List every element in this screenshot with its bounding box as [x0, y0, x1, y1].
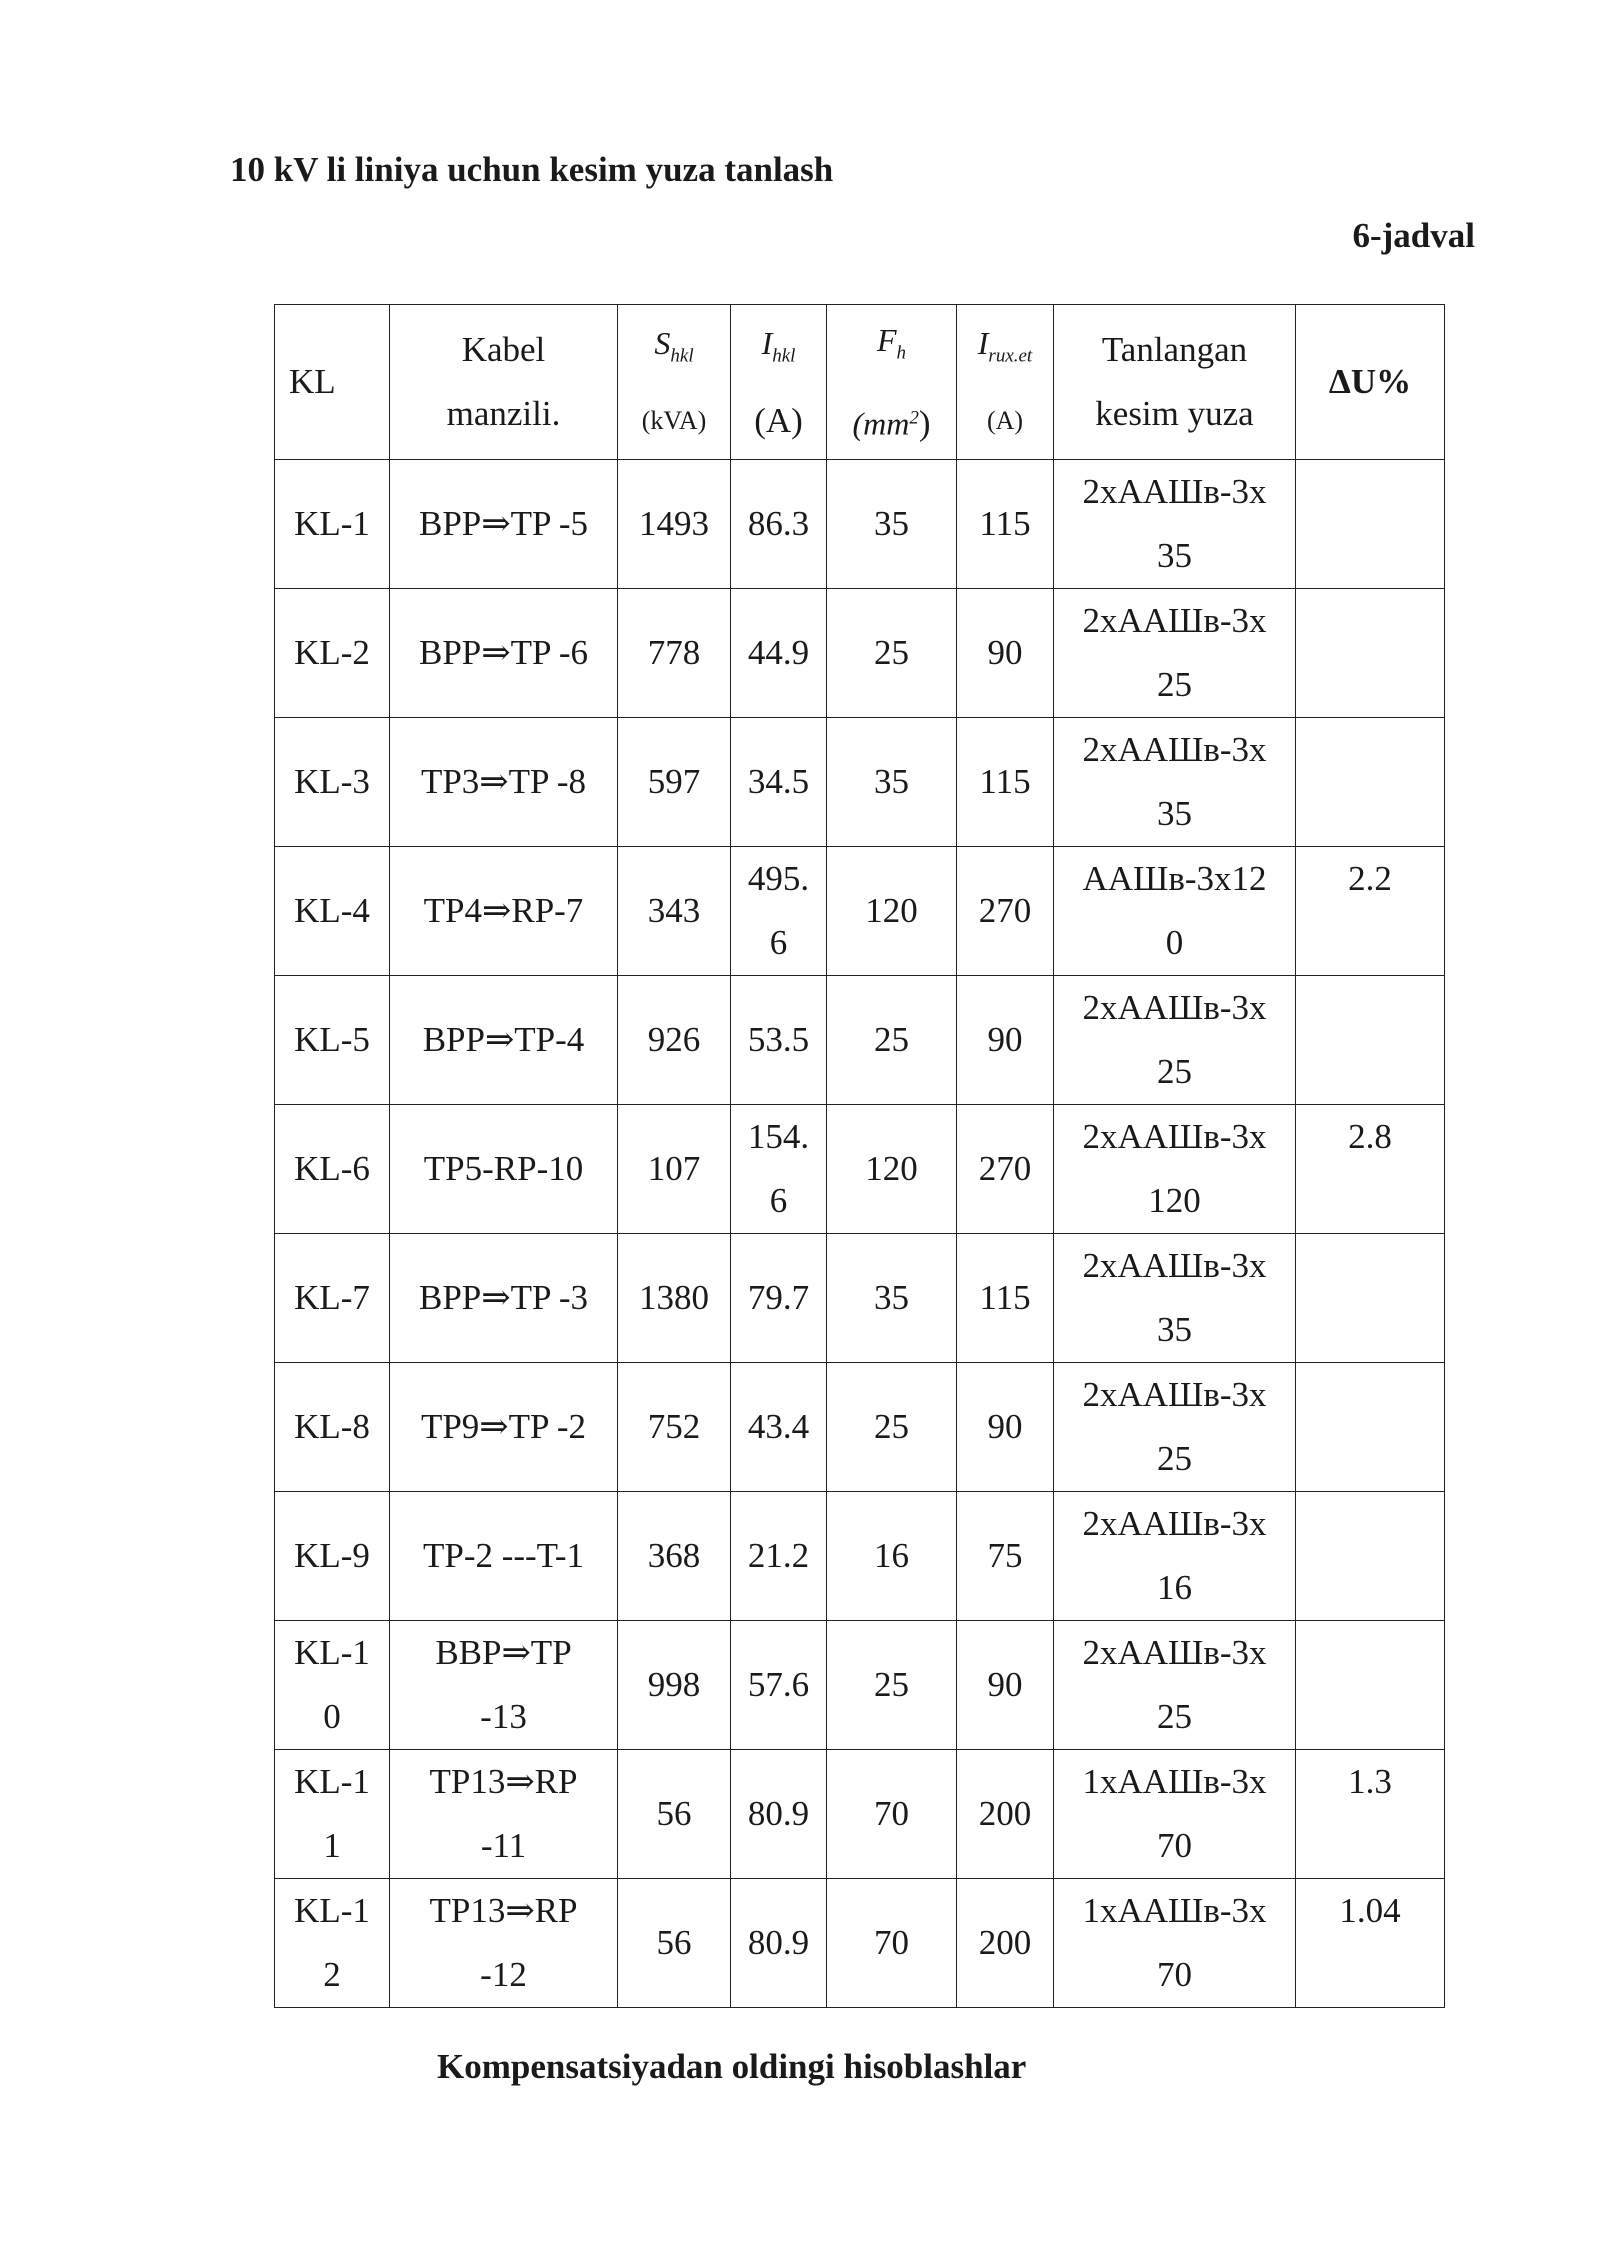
cell-f-h-line1: 16	[874, 1536, 909, 1575]
cell-f-h	[827, 1105, 957, 1234]
cell-delta-u	[1296, 1750, 1445, 1879]
header-f-unit-post: )	[918, 403, 931, 443]
header-delta-u: ΔU%	[1296, 305, 1445, 460]
cell-i-hkl	[731, 589, 827, 718]
cell-delta-u-line1: 2.2	[1348, 859, 1392, 898]
cell-selected-section-line2: 25	[1157, 1697, 1192, 1736]
cell-f-h	[827, 1363, 957, 1492]
cell-i-hkl-line1: 79.7	[747, 1278, 810, 1317]
cell-kl-line1: KL-6	[294, 1149, 370, 1188]
cell-f-h-line1: 25	[874, 1407, 909, 1446]
cell-kl	[275, 1363, 390, 1492]
cell-delta-u	[1296, 718, 1445, 847]
header-f-symbol: F	[876, 322, 897, 359]
cell-f-h-line1: 35	[874, 504, 909, 543]
cell-cable-address	[390, 847, 618, 976]
table-row	[275, 1621, 1445, 1750]
cell-f-h-line1: 120	[865, 1149, 918, 1188]
cell-selected-section	[1054, 1234, 1296, 1363]
header-f-unit-sup: 2	[909, 406, 919, 428]
cell-s-hkl	[618, 460, 731, 589]
cell-kl-line1: KL-2	[294, 633, 370, 672]
cell-delta-u-line1: 1.04	[1339, 1891, 1401, 1930]
cell-cable-address	[390, 1363, 618, 1492]
table-row	[275, 1879, 1445, 2008]
cell-i-rux	[957, 1621, 1054, 1750]
cell-selected-section-line1: 2xAAШв-3x	[1082, 601, 1267, 640]
cell-i-hkl-line1: 154.	[747, 1117, 810, 1156]
cell-f-h	[827, 1750, 957, 1879]
cell-i-hkl-line1: 53.5	[747, 1020, 810, 1059]
header-i-subscript: hkl	[772, 345, 796, 367]
cell-cable-address-line1: BPP⇒TP -3	[418, 1278, 589, 1317]
cell-s-hkl-line1: 1380	[639, 1278, 709, 1317]
cell-s-hkl	[618, 1105, 731, 1234]
cell-selected-section	[1054, 1750, 1296, 1879]
cell-cable-address-line1: TP5-RP-10	[423, 1149, 584, 1188]
cell-s-hkl-line1: 926	[647, 1020, 701, 1059]
cell-selected-section-line1: 2xAAШв-3x	[1082, 730, 1267, 769]
table-header-row	[275, 305, 1445, 460]
cell-selected-section-line2: 25	[1157, 1052, 1192, 1091]
cell-delta-u-line1: 1.3	[1348, 1762, 1392, 1801]
cell-cable-address-line1: TP-2 ---T-1	[422, 1536, 585, 1575]
header-s-subscript: hkl	[670, 345, 694, 367]
cell-i-hkl-line1: 57.6	[747, 1665, 810, 1704]
cell-i-hkl-line1: 44.9	[747, 633, 810, 672]
header-cable-address-line2: manzili.	[446, 394, 561, 433]
cell-f-h-line1: 35	[874, 762, 909, 801]
cell-cable-address-line1: TP13⇒RP	[429, 1891, 578, 1930]
cell-i-hkl-line2: 6	[769, 1181, 788, 1220]
table-row	[275, 1363, 1445, 1492]
cell-selected-section-line2: 120	[1148, 1181, 1201, 1220]
cell-i-rux	[957, 460, 1054, 589]
cell-i-hkl	[731, 1363, 827, 1492]
cell-selected-section	[1054, 1363, 1296, 1492]
cell-i-hkl	[731, 1621, 827, 1750]
cell-i-hkl-line1: 34.5	[747, 762, 810, 801]
cell-f-h	[827, 1492, 957, 1621]
cell-selected-section	[1054, 1621, 1296, 1750]
cell-cable-address	[390, 1621, 618, 1750]
cell-i-hkl	[731, 1234, 827, 1363]
cell-i-hkl	[731, 976, 827, 1105]
cell-f-h	[827, 1621, 957, 1750]
header-selected-section	[1054, 305, 1296, 460]
cell-cable-address	[390, 1879, 618, 2008]
cell-cable-address-line1: BPP⇒TP -5	[418, 504, 589, 543]
cell-selected-section-line1: 2xAAШв-3x	[1082, 1117, 1267, 1156]
cell-kl-line1: KL-5	[294, 1020, 370, 1059]
cell-selected-section	[1054, 589, 1296, 718]
header-f-subscript: h	[896, 342, 907, 364]
cell-i-hkl	[731, 1879, 827, 2008]
cell-i-rux-line1: 270	[978, 1149, 1032, 1188]
cell-s-hkl-line1: 998	[647, 1665, 701, 1704]
header-f-unit-pre: (mm	[852, 405, 910, 442]
cell-i-rux-line1: 270	[978, 891, 1032, 930]
cell-f-h-line1: 120	[865, 891, 918, 930]
cell-cable-address-line1: TP4⇒RP-7	[423, 891, 584, 930]
cell-s-hkl	[618, 589, 731, 718]
table-row	[275, 847, 1445, 976]
cell-i-hkl	[731, 1750, 827, 1879]
cell-delta-u	[1296, 1492, 1445, 1621]
cell-f-h-line1: 70	[874, 1794, 909, 1833]
cell-kl-line2: 1	[323, 1826, 341, 1865]
cell-f-h	[827, 847, 957, 976]
cell-f-h	[827, 460, 957, 589]
cell-selected-section-line2: 35	[1157, 794, 1192, 833]
header-cable-address-line1: Kabel	[461, 330, 546, 369]
cell-s-hkl	[618, 718, 731, 847]
cell-kl-line2: 2	[323, 1955, 341, 1994]
cable-selection-table	[274, 304, 1445, 2008]
cell-selected-section	[1054, 718, 1296, 847]
cell-selected-section-line1: 2xAAШв-3x	[1082, 988, 1267, 1027]
cell-f-h-line1: 25	[874, 633, 909, 672]
cell-delta-u	[1296, 1879, 1445, 2008]
cell-s-hkl-line1: 56	[656, 1923, 692, 1962]
cell-s-hkl-line1: 368	[647, 1536, 701, 1575]
cell-i-rux	[957, 1234, 1054, 1363]
cell-delta-u	[1296, 1363, 1445, 1492]
cell-s-hkl-line1: 107	[647, 1149, 701, 1188]
header-cable-address	[390, 305, 618, 460]
cell-f-h-line1: 25	[874, 1020, 909, 1059]
section-heading-next: Kompensatsiyadan oldingi hisoblashlar	[437, 2047, 1027, 2086]
table-row	[275, 1492, 1445, 1621]
cell-i-hkl	[731, 460, 827, 589]
cell-i-hkl	[731, 847, 827, 976]
cell-i-hkl-line2: 6	[769, 923, 788, 962]
cell-i-rux	[957, 1492, 1054, 1621]
table-row	[275, 589, 1445, 718]
cell-selected-section	[1054, 976, 1296, 1105]
header-s-unit: (kVA)	[641, 405, 707, 435]
cell-cable-address	[390, 976, 618, 1105]
cell-f-h	[827, 718, 957, 847]
cell-selected-section	[1054, 460, 1296, 589]
cell-i-rux	[957, 718, 1054, 847]
cell-i-rux	[957, 847, 1054, 976]
cell-i-rux	[957, 1105, 1054, 1234]
header-irux-subscript: rux.et	[988, 345, 1033, 367]
cell-selected-section	[1054, 1492, 1296, 1621]
cell-cable-address-line2: -12	[480, 1955, 527, 1994]
header-f-h	[827, 305, 957, 460]
cell-cable-address-line1: BPP⇒TP -6	[418, 633, 589, 672]
table-row	[275, 1105, 1445, 1234]
cell-kl-line1: KL-4	[294, 891, 370, 930]
cell-kl	[275, 460, 390, 589]
cell-cable-address-line1: BBP⇒TP	[435, 1633, 572, 1672]
cell-kl	[275, 976, 390, 1105]
cell-i-rux-line1: 200	[978, 1794, 1032, 1833]
header-i-rux	[957, 305, 1054, 460]
cell-kl	[275, 718, 390, 847]
cell-selected-section	[1054, 1105, 1296, 1234]
cell-kl-line1: KL-1	[294, 504, 370, 543]
cell-i-rux-line1: 115	[979, 762, 1031, 801]
cell-i-rux	[957, 976, 1054, 1105]
cell-selected-section-line1: AAШв-3x12	[1082, 859, 1267, 898]
cell-s-hkl	[618, 1492, 731, 1621]
cell-i-hkl-line1: 80.9	[747, 1923, 810, 1962]
cell-delta-u	[1296, 1621, 1445, 1750]
cell-kl	[275, 1492, 390, 1621]
cell-i-hkl-line1: 80.9	[747, 1794, 810, 1833]
cell-f-h-line1: 25	[874, 1665, 909, 1704]
cell-cable-address-line1: TP9⇒TP -2	[420, 1407, 587, 1446]
cell-f-h-line1: 70	[874, 1923, 909, 1962]
cell-kl-line2: 0	[323, 1697, 341, 1736]
cell-cable-address	[390, 460, 618, 589]
cell-f-h	[827, 589, 957, 718]
cell-selected-section-line1: 2xAAШв-3x	[1082, 1633, 1267, 1672]
cell-selected-section-line1: 2xAAШв-3x	[1082, 1504, 1267, 1543]
header-irux-unit: (A)	[986, 405, 1024, 435]
table-row	[275, 460, 1445, 589]
cell-cable-address	[390, 1234, 618, 1363]
cell-i-hkl-line1: 21.2	[747, 1536, 810, 1575]
cell-selected-section-line2: 70	[1157, 1826, 1192, 1865]
cell-selected-section	[1054, 1879, 1296, 2008]
table-row	[275, 1750, 1445, 1879]
cell-selected-section-line2: 0	[1165, 923, 1184, 962]
cell-s-hkl	[618, 976, 731, 1105]
cell-kl	[275, 1621, 390, 1750]
cell-cable-address-line2: -11	[480, 1826, 527, 1865]
cell-f-h	[827, 1879, 957, 2008]
cell-s-hkl-line1: 597	[647, 762, 701, 801]
cell-kl-line1: KL-7	[294, 1278, 370, 1317]
cell-cable-address	[390, 1750, 618, 1879]
cell-f-h-line1: 35	[874, 1278, 909, 1317]
cell-i-hkl-line1: 86.3	[747, 504, 810, 543]
cell-i-hkl	[731, 1105, 827, 1234]
cell-s-hkl	[618, 1234, 731, 1363]
cell-s-hkl	[618, 1621, 731, 1750]
cell-kl	[275, 1234, 390, 1363]
table-number: 6-jadval	[1352, 216, 1475, 255]
cell-selected-section-line1: 1xAAШв-3x	[1082, 1762, 1267, 1801]
table-row	[275, 1234, 1445, 1363]
cell-delta-u	[1296, 847, 1445, 976]
cell-kl-line1: KL-9	[294, 1536, 370, 1575]
cell-kl-line1: KL-1	[294, 1762, 370, 1801]
cell-s-hkl	[618, 847, 731, 976]
cell-i-hkl	[731, 1492, 827, 1621]
cell-s-hkl-line1: 1493	[639, 504, 709, 543]
cell-cable-address	[390, 718, 618, 847]
header-i-symbol: I	[761, 325, 773, 362]
table-body	[275, 460, 1445, 2008]
cell-cable-address-line1: BPP⇒TP-4	[422, 1020, 585, 1059]
cell-cable-address	[390, 589, 618, 718]
header-i-unit: (A)	[754, 400, 803, 440]
cell-selected-section-line2: 35	[1157, 1310, 1192, 1349]
cell-selected-section-line2: 25	[1157, 1439, 1192, 1478]
cell-i-rux	[957, 1750, 1054, 1879]
cell-delta-u-line1: 2.8	[1348, 1117, 1392, 1156]
cell-i-rux	[957, 589, 1054, 718]
cell-f-h	[827, 1234, 957, 1363]
cell-f-h	[827, 976, 957, 1105]
cell-delta-u	[1296, 1234, 1445, 1363]
header-selected-line2: kesim yuza	[1095, 394, 1254, 433]
cell-selected-section-line1: 2xAAШв-3x	[1082, 1246, 1267, 1285]
header-kl: KL	[275, 305, 390, 460]
cell-selected-section-line2: 70	[1157, 1955, 1192, 1994]
cell-delta-u	[1296, 976, 1445, 1105]
cell-cable-address	[390, 1105, 618, 1234]
table-row	[275, 718, 1445, 847]
cell-cable-address-line1: TP13⇒RP	[429, 1762, 578, 1801]
cell-delta-u	[1296, 1105, 1445, 1234]
cell-i-rux	[957, 1363, 1054, 1492]
cell-i-rux-line1: 90	[987, 1407, 1023, 1446]
cell-kl	[275, 1879, 390, 2008]
page-heading: 10 kV li liniya uchun kesim yuza tanlash	[230, 150, 834, 189]
header-s-hkl	[618, 305, 731, 460]
cell-cable-address-line2: -13	[480, 1697, 527, 1736]
cell-selected-section-line1: 1xAAШв-3x	[1082, 1891, 1267, 1930]
cell-s-hkl-line1: 343	[647, 891, 701, 930]
cell-kl	[275, 1750, 390, 1879]
table-row	[275, 976, 1445, 1105]
header-irux-symbol: I	[977, 325, 989, 362]
cell-cable-address-line1: TP3⇒TP -8	[420, 762, 587, 801]
header-selected-line1: Tanlangan	[1101, 330, 1248, 369]
cell-kl-line1: KL-1	[294, 1633, 370, 1672]
cell-selected-section-line2: 25	[1157, 665, 1192, 704]
cell-i-rux-line1: 90	[987, 1665, 1023, 1704]
cell-selected-section-line2: 35	[1157, 536, 1192, 575]
cell-i-rux-line1: 90	[987, 633, 1023, 672]
cell-i-rux	[957, 1879, 1054, 2008]
cell-s-hkl-line1: 778	[647, 633, 701, 672]
cell-s-hkl	[618, 1750, 731, 1879]
cell-s-hkl	[618, 1879, 731, 2008]
cell-s-hkl	[618, 1363, 731, 1492]
cell-kl-line1: KL-1	[294, 1891, 370, 1930]
cell-kl	[275, 589, 390, 718]
cell-selected-section	[1054, 847, 1296, 976]
cell-i-rux-line1: 75	[987, 1536, 1023, 1575]
cell-i-hkl-line1: 43.4	[747, 1407, 810, 1446]
cell-kl-line1: KL-3	[294, 762, 370, 801]
cell-delta-u	[1296, 589, 1445, 718]
cell-i-rux-line1: 115	[979, 1278, 1031, 1317]
cell-kl	[275, 1105, 390, 1234]
cell-s-hkl-line1: 752	[647, 1407, 701, 1446]
header-i-hkl	[731, 305, 827, 460]
cell-i-hkl	[731, 718, 827, 847]
cell-i-rux-line1: 115	[979, 504, 1031, 543]
cell-selected-section-line2: 16	[1157, 1568, 1192, 1607]
header-s-symbol: S	[654, 325, 671, 362]
cell-i-hkl-line1: 495.	[747, 859, 810, 898]
cell-i-rux-line1: 90	[987, 1020, 1023, 1059]
cell-kl-line1: KL-8	[294, 1407, 370, 1446]
cell-selected-section-line1: 2xAAШв-3x	[1082, 472, 1267, 511]
cell-s-hkl-line1: 56	[656, 1794, 692, 1833]
cell-kl	[275, 847, 390, 976]
cell-i-rux-line1: 200	[978, 1923, 1032, 1962]
cell-selected-section-line1: 2xAAШв-3x	[1082, 1375, 1267, 1414]
cell-delta-u	[1296, 460, 1445, 589]
cell-cable-address	[390, 1492, 618, 1621]
